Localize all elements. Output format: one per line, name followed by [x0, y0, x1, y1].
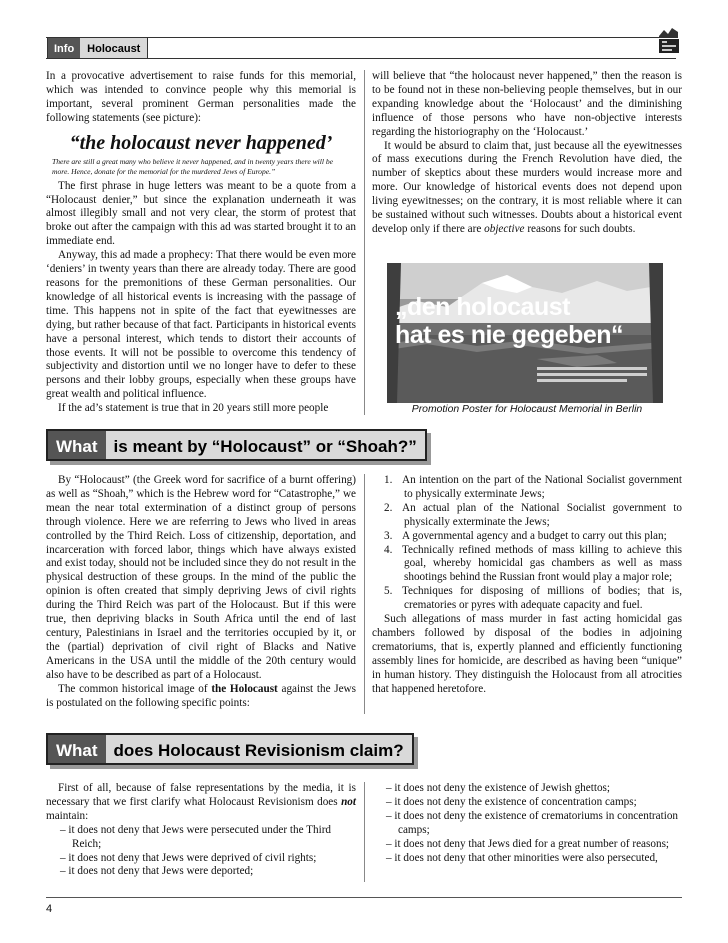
- section-tag-title: Holocaust: [80, 38, 147, 58]
- list-item: – it does not deny that Jews were deported;: [60, 865, 254, 878]
- section-heading-text: does Holocaust Revisionism claim?: [106, 735, 412, 763]
- not-denied-list: [46, 824, 356, 880]
- list-item: – it does not deny that Jews died for a great number of reasons;: [386, 837, 670, 850]
- memorial-poster-image: [387, 263, 663, 403]
- allegation-list: [372, 474, 682, 613]
- quote-headline: “the holocaust never happened’: [69, 131, 333, 154]
- list-item: – it does not deny the existence of crematoriums in concentration camps;: [386, 809, 679, 836]
- paragraph-prophecy: Anyway, this ad made a prophecy: That there would be even more ‘deniers’ in twenty years than there are already today. There are good reasons for the premonitions of these German personalities. Our knowledge of all historical events is increasing with the passage of time. This happens not in spite of the fact that eyewitnesses are dying, but rather because of that fact. Participants in historical events have a personal interest, which tends to distort their accounts of those events. It will not be possible to overcome this tendency of subjectivity and distortion until we no longer have to defer to these persons and their lobby groups, especially when these groups have great wealth and political influence.: [46, 249, 356, 401]
- publisher-logo-icon: [656, 26, 682, 56]
- paragraph-statement: If the ad’s statement is true that in 20 years still more people: [58, 402, 329, 415]
- paragraph-common-image: The common historical image of the Holocaust against the Jews is postulated on the following specific points:: [46, 682, 356, 709]
- section-heading-revisionism: [46, 733, 414, 765]
- revisionism-left-column: [46, 782, 356, 879]
- intro-paragraph: In a provocative advertisement to raise funds for this memorial, which was intended to convince people why this memorial is important, several prominent German personalities made the following statements (see picture):: [46, 70, 356, 124]
- list-item: – it does not deny that other minorities were also persecuted,: [386, 851, 658, 864]
- quote-footnote: There are still a great many who believe it never happened, and in twenty years there will be more. Hence, donate for the memorial for the murdered Jews of Europe.”: [52, 156, 334, 176]
- intro-left-column: [46, 70, 356, 416]
- section-tag: [47, 37, 148, 59]
- paragraph-believe: will believe that “the holocaust never happened,” then the reason is to be found not in these non-believing people themselves, but in our expanding knowledge about the ‘Holocaust’ and the diminishing influence of those persons who have non-objective interests regarding the historiography on the ‘Holocaust.’: [372, 70, 682, 138]
- poster-caption: Promotion Poster for Holocaust Memorial in Berlin: [411, 404, 643, 415]
- column-divider: [364, 70, 365, 415]
- list-item: 2. An actual plan of the National Socialist government to physically exterminate the Jews;: [384, 501, 682, 528]
- column-divider: [364, 782, 365, 882]
- column-divider: [364, 474, 365, 714]
- section-heading-what: What: [48, 735, 106, 763]
- revisionism-right-column: [372, 782, 682, 865]
- poster-slogan-line1: „den holocaust: [395, 293, 570, 321]
- section-tag-info: Info: [48, 38, 80, 58]
- intro-right-column: [372, 70, 682, 237]
- section-heading-text: is meant by “Holocaust” or “Shoah?”: [106, 431, 425, 459]
- list-item: 4. Technically refined methods of mass killing to achieve this goal, whereby homicidal gas chambers as well as mass shootings behind the Russian front would play a major role;: [384, 543, 682, 584]
- definition-right-column: [372, 474, 682, 697]
- section-heading-what: What: [48, 431, 106, 459]
- poster-slogan-line2: hat es nie gegeben“: [395, 321, 624, 349]
- list-item: – it does not deny that Jews were deprived of civil rights;: [60, 851, 317, 864]
- paragraph-denier: The first phrase in huge letters was meant to be a quote from a “Holocaust denier,” but since the explanation underneath it was almost illegibly small and not very clear, the storm of protest that broke out after the campaign with this ad was started brought it to an immediate end.: [46, 179, 356, 248]
- not-denied-list-continued: [372, 782, 682, 865]
- list-item: – it does not deny the existence of Jewish ghettos;: [386, 782, 611, 794]
- paragraph-absurd: It would be absurd to claim that, just because all the eyewitnesses of mass executions during the French Revolution have died, the number of skeptics about these murders would increase more and more. Our knowledge of historical events does not depend upon living eyewitnesses; on the contrary, it is most reliable where it can be sustained without such witnesses. Doubts about a historical event develop only if there are objective reasons for such doubts.: [372, 139, 682, 235]
- list-item: – it does not deny that Jews were persecuted under the Third Reich;: [60, 823, 332, 850]
- section-heading-holocaust: [46, 429, 427, 461]
- footer-rule: [46, 897, 682, 898]
- list-item: 1. An intention on the part of the National Socialist government to physically exterminate Jews;: [384, 474, 682, 500]
- list-item: 3. A governmental agency and a budget to carry out this plan;: [384, 529, 667, 542]
- paragraph-definition: By “Holocaust” (the Greek word for sacrifice of a burnt offering) as well as “Shoah,” which is the Hebrew word for “Catastrophe,” we mean the near total extermination of a distinct group of persons through violence. Here we are referring to Jews who lived in areas controlled by the Third Reich. Loss of citizenship, deportation, and incarceration with forced labor, things which have always existed and exist today, should not be included since they do not result in the physical destruction of these groups. In the mind of the public the opinion is often created that simply depriving Jews of civil rights during the Third Reich was part of the Holocaust. But if this were true, then depriving blacks in South Africa until the end of last century, Palestinians in Israel and the territories occupied by it, or the (partial) deprivation of civil right of Blacks and Native Americans in the USA until the middle of the 20th century would also have to be described as part of a Holocaust.: [46, 474, 356, 681]
- definition-left-column: [46, 474, 356, 710]
- list-item: – it does not deny the existence of concentration camps;: [386, 795, 637, 808]
- paragraph-clarify: First of all, because of false representations by the media, it is necessary that we first clarify what Holocaust Revisionism does not maintain:: [46, 782, 356, 822]
- paragraph-allegations: Such allegations of mass murder in fast acting homicidal gas chambers followed by disposal of the bodies in adjoining crematoriums, that is, expertly planned and efficiently functioning assembly lines for homicide, are described as having been “unique” in human history. They distinguish the Holocaust from all atrocities that happened heretofore.: [372, 613, 682, 695]
- list-item: 5. Techniques for disposing of millions of bodies; that is, crematories or pyres with adequate capacity and fuel.: [384, 585, 682, 612]
- page-number: 4: [46, 903, 53, 915]
